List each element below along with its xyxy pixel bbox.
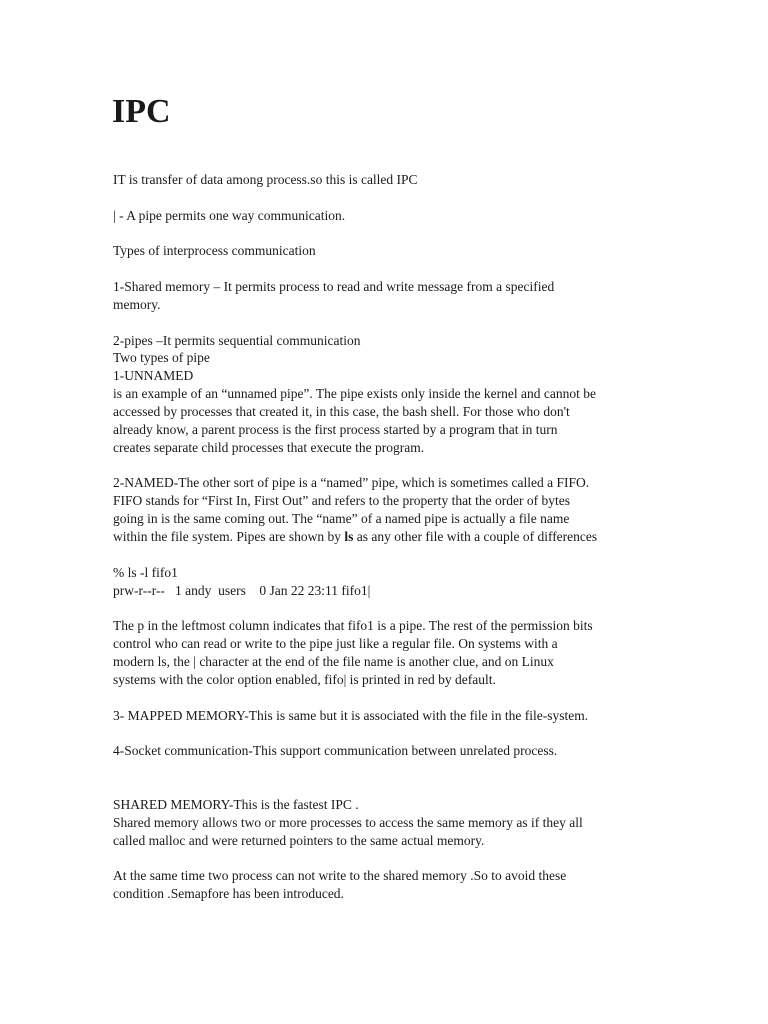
named-line-4-start: within the file system. Pipes are shown by: [113, 529, 345, 544]
explanation-line-2: control who can read or write to the pipe just like a regular file. On systems with a: [113, 636, 558, 651]
pipes-line-1: 2-pipes –It permits sequential communication: [113, 333, 361, 348]
intro-line: IT is transfer of data among process.so this is called IPC: [113, 172, 418, 187]
unnamed-heading: 1-UNNAMED: [113, 368, 194, 383]
shared-memory-line-2: memory.: [113, 297, 161, 312]
explanation-line-3: modern ls, the | character at the end of the file name is another clue, and on Linux: [113, 654, 554, 669]
named-line-2: FIFO stands for “First In, First Out” and refers to the property that the order of bytes: [113, 493, 571, 508]
page-title: IPC: [112, 93, 171, 130]
semaphore-line-1: At the same time two process can not write to the shared memory .So to avoid these: [113, 868, 567, 883]
named-line-1: 2-NAMED-The other sort of pipe is a “named” pipe, which is sometimes called a FIFO.: [113, 475, 590, 490]
unnamed-line-2: accessed by processes that created it, in this case, the bash shell. For those who don't: [113, 404, 570, 419]
unnamed-line-1: is an example of an “unnamed pipe”. The pipe exists only inside the kernel and cannot be: [113, 386, 596, 401]
listing-command: % ls -l fifo1: [113, 565, 178, 580]
shared-section-line-2: Shared memory allows two or more processes to access the same memory as if they all: [113, 815, 583, 830]
ls-command-bold: ls: [344, 529, 354, 544]
unnamed-line-4: creates separate child processes that execute the program.: [113, 440, 425, 455]
unnamed-line-3: already know, a parent process is the first process started by a program that in turn: [113, 422, 558, 437]
named-line-3: going in is the same coming out. The “name” of a named pipe is actually a file name: [113, 511, 570, 526]
pipes-line-2: Two types of pipe: [113, 350, 210, 365]
named-line-4: [113, 528, 597, 546]
shared-section-line-3: called malloc and were returned pointers to the same actual memory.: [113, 833, 485, 848]
explanation-line-1: The p in the leftmost column indicates that fifo1 is a pipe. The rest of the permission bits: [113, 618, 593, 633]
types-heading: Types of interprocess communication: [113, 243, 316, 258]
pipe-note-line: | - A pipe permits one way communication.: [113, 208, 346, 223]
socket-line: 4-Socket communication-This support communication between unrelated process.: [113, 743, 558, 758]
named-line-4-end: as any other file with a couple of differences: [353, 529, 598, 544]
mapped-memory-line: 3- MAPPED MEMORY-This is same but it is associated with the file in the file-system.: [113, 708, 589, 723]
shared-section-line-1: SHARED MEMORY-This is the fastest IPC .: [113, 797, 359, 812]
explanation-line-4: systems with the color option enabled, fifo| is printed in red by default.: [113, 672, 496, 687]
shared-memory-line-1: 1-Shared memory – It permits process to read and write message from a specified: [113, 279, 555, 294]
semaphore-line-2: condition .Semapfore has been introduced.: [113, 886, 344, 901]
listing-output: prw-r--r-- 1 andy users 0 Jan 22 23:11 fifo1|: [113, 583, 371, 598]
